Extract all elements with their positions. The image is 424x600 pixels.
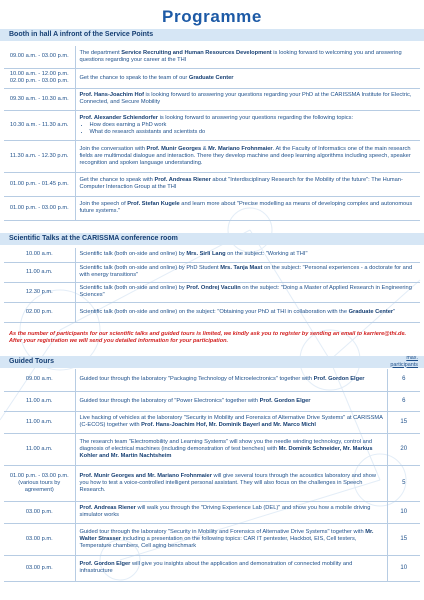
- tour-row: [4, 523, 420, 555]
- time-cell: 01.00 p.m. - 01.45 p.m.: [4, 172, 75, 196]
- time-cell: 10.30 a.m. - 11.30 a.m.: [4, 110, 75, 140]
- time-cell: 11.30 a.m. - 12.30 p.m.: [4, 140, 75, 172]
- description-text: &: [201, 145, 209, 152]
- talk-row: [4, 248, 420, 262]
- description-text: will walk you through the "Driving Experience Lab (DEL)" and show you how a mobile driving simulator works: [79, 505, 371, 518]
- booth-section-heading: Booth in hall A infront of the Service Points: [0, 29, 424, 41]
- highlighted-name: Service Recruiting and Human Resources Development: [121, 49, 272, 56]
- description-text: is looking forward to answering your questions regarding the following topics:: [158, 114, 354, 121]
- description-text: ": [393, 308, 396, 315]
- description-text: is looking forward to welcoming you and answering questions regarding your career at the THI: [79, 49, 402, 63]
- talk-row: [4, 302, 420, 322]
- description-text: The research team "Electromobility and Learning Systems" will show you the needle winding technology, control and diagnosis of electrical machines (including demonstration of test benches) with: [79, 438, 373, 452]
- highlighted-name: Prof. Gordon Elger: [313, 376, 365, 383]
- talk-row: [4, 262, 420, 282]
- description-text: Guided tour through the laboratory "Packaging Technology of Microelectronics" together with: [79, 376, 314, 383]
- highlighted-name: Mr. Mariano Frohnmaier: [208, 145, 273, 152]
- time-cell: 12.30 p.m.: [4, 282, 75, 302]
- booth-table: [4, 46, 420, 221]
- description-cell: [75, 523, 387, 555]
- topic-list: [90, 122, 418, 136]
- highlighted-name: Graduate Center: [348, 308, 394, 315]
- max-participants-cell: 10: [387, 555, 420, 581]
- tours-table: [4, 369, 420, 582]
- description-cell: [75, 140, 420, 172]
- tours-section-heading: Guided Tours: [0, 356, 424, 368]
- description-cell: [75, 369, 387, 391]
- time-cell: 03.00 p.m.: [4, 555, 75, 581]
- max-participants-header: max. participants: [390, 355, 418, 368]
- description-cell: [75, 262, 420, 282]
- description-cell: [75, 391, 387, 411]
- time-cell: 03.00 p.m.: [4, 501, 75, 523]
- max-participants-cell: 6: [387, 369, 420, 391]
- topic-list-item: • How does earning a PhD work: [90, 122, 418, 129]
- tour-row: [4, 391, 420, 411]
- description-text: on the subject: "Doing a Master of Applied Research in Engineering Sciences": [79, 285, 412, 298]
- tour-row: [4, 501, 420, 523]
- max-participants-cell: 15: [387, 411, 420, 433]
- highlighted-name: Prof. Ondrej Vaculin: [186, 285, 241, 291]
- max-participants-cell: 10: [387, 501, 420, 523]
- tour-row: [4, 369, 420, 391]
- description-text: will give several tours through the acoustics laboratory and show you how to test a voice-controlled intelligent personal assistant. They will also focus on the challenges in Speech Research.: [79, 472, 376, 493]
- description-text: and learn more about "Precise modelling as means of developing complex and autonomous future systems.": [79, 201, 413, 214]
- time-cell: 03.00 p.m.: [4, 523, 75, 555]
- description-cell: [75, 248, 420, 262]
- description-text: about "Interdisciplinary Research for the Mobility of the future": The Human-Computer Interaction Group at the THI: [79, 177, 403, 190]
- time-cell: 11.00 a.m.: [4, 262, 75, 282]
- highlighted-name: Prof. Hans-Joachim Hof: [79, 92, 144, 98]
- description-cell: [75, 433, 387, 465]
- time-cell: 02.00 p.m.: [4, 302, 75, 322]
- max-participants-cell: 5: [387, 465, 420, 501]
- max-participants-cell: 15: [387, 523, 420, 555]
- highlighted-name: Prof. Munir Georges: [146, 145, 202, 152]
- time-cell: 10.00 a.m. - 12.00 p.m. 02.00 p.m. - 03.00 p.m.: [4, 68, 75, 88]
- talks-section-heading: Scientific Talks at the CARISSMA conference room: [0, 233, 424, 245]
- highlighted-name: Mr. Walter Strasser: [79, 528, 374, 542]
- description-text: Scientific talk (both on-side and online) on the subject: "Obtaining your PhD at THI in collaboration with the: [79, 308, 349, 315]
- highlighted-name: Prof. Andreas Riener: [154, 177, 211, 183]
- time-cell: 10.00 a.m.: [4, 248, 75, 262]
- description-text: Join the conversation with: [79, 145, 147, 152]
- description-text: on the subject: "Personal experiences - a doctorate for and with energy transitions": [79, 265, 413, 278]
- description-cell: [75, 501, 387, 523]
- tour-row: [4, 465, 420, 501]
- description-cell: [75, 88, 420, 110]
- time-cell: 09.00 a.m. - 03.00 p.m.: [4, 46, 75, 68]
- highlighted-name: Mr. Dominik Schneider, Mr. Markus Kohler and Mr. Martin Nachtsheim: [79, 445, 373, 459]
- topic-list-item: • What do research assistants and scientists do: [90, 129, 418, 136]
- highlighted-name: Prof. Andreas Riener: [79, 505, 136, 511]
- description-cell: [75, 302, 420, 322]
- booth-row: [4, 140, 420, 172]
- time-cell: 01.00 p.m. - 03.00 p.m.: [4, 196, 75, 220]
- description-text: is looking forward to answering your questions regarding your PhD at the CARISSMA Institute for Electric, Connected, and Secure Mobility: [79, 92, 412, 105]
- description-text: Get the chance to speak to the team of our: [79, 74, 189, 81]
- highlighted-name: Prof. Hans-Joachim Hof, Mr. Dominik Bayerl and Mr. Marco Michl: [141, 422, 316, 428]
- description-cell: [75, 110, 420, 140]
- highlighted-name: Prof. Gordon Elger: [79, 561, 131, 567]
- talks-table: [4, 248, 420, 323]
- booth-row: [4, 172, 420, 196]
- description-cell: [75, 465, 387, 501]
- description-text: Get the chance to speak with: [79, 177, 155, 183]
- booth-row: [4, 110, 420, 140]
- description-text: Guided tour through the laboratory "Security in Mobility and Forensics of Alternative Drive Systems" together with: [79, 528, 366, 535]
- time-cell: 11.00 a.m.: [4, 411, 75, 433]
- tour-row: [4, 433, 420, 465]
- description-text: Scientific talk (both on-side and online) by PhD Student: [79, 265, 221, 271]
- highlighted-name: Prof. Munir Georges and Mr. Mariano Frohnmaier: [79, 472, 212, 479]
- time-cell: 11.00 a.m.: [4, 433, 75, 465]
- booth-row: [4, 196, 420, 220]
- description-text: The department: [79, 49, 122, 56]
- description-text: on the subject: "Working at THI": [225, 251, 308, 258]
- highlighted-name: Mrs. Tanja Mast: [220, 265, 263, 271]
- description-text: Scientific talk (both on-side and online) by: [79, 285, 187, 291]
- description-cell: [75, 172, 420, 196]
- max-participants-cell: 20: [387, 433, 420, 465]
- max-participants-cell: 6: [387, 391, 420, 411]
- tour-row: [4, 411, 420, 433]
- description-text: will give you insights about the application and demonstration of connected mobility and infrastructure: [79, 561, 353, 574]
- description-cell: [75, 282, 420, 302]
- highlighted-name: Graduate Center: [188, 74, 234, 81]
- description-cell: [75, 68, 420, 88]
- highlighted-name: Prof. Stefan Kugele: [127, 201, 180, 207]
- page-title: Programme: [162, 7, 262, 26]
- description-text: Join the speech of: [79, 201, 128, 207]
- description-cell: [75, 555, 387, 581]
- booth-row: [4, 88, 420, 110]
- time-cell: 09.30 a.m. - 10.30 a.m.: [4, 88, 75, 110]
- highlighted-name: Prof. Gordon Elger: [259, 397, 311, 404]
- time-cell: 01.00 p.m. - 03.00 p.m. (various tours by agreement): [4, 465, 75, 501]
- description-text: Guided tour through the laboratory of "Power Electronics" together with: [79, 397, 260, 404]
- description-cell: [75, 196, 420, 220]
- description-text: Live hacking of vehicles at the laboratory "Security in Mobility and Forensics of Alternative Drive Systems" at CARISSMA (C-ECOS) together with: [79, 415, 383, 428]
- description-cell: [75, 411, 387, 433]
- tour-row: [4, 555, 420, 581]
- highlighted-name: Prof. Alexander Schiendorfer: [79, 114, 158, 121]
- booth-row: [4, 46, 420, 68]
- registration-notice: As the number of participants for our scientific talks and guided tours is limited, we kindly ask you to register by sending an email to karriere@thi.de. After your registration we will send you detailed information for your participation.: [9, 331, 407, 344]
- talk-row: [4, 282, 420, 302]
- description-text: Scientific talk (both on-side and online) by: [79, 251, 187, 258]
- description-cell: [75, 46, 420, 68]
- description-text: including a presentation on the following topics: CAR IT pentester, Hackbot, EIS, Cell testers, Temperature chambers, Cell aging benchmark: [79, 535, 357, 549]
- booth-row: [4, 68, 420, 88]
- time-cell: 09.00 a.m.: [4, 369, 75, 391]
- highlighted-name: Mrs. Sirli Lang: [186, 251, 226, 258]
- time-cell: 11.00 a.m.: [4, 391, 75, 411]
- description-text: . At the Faculty of Informatics one of the main research fields are multimodal dialogue and interaction. There they develop machine and deep learning algorithms including speech, speaker recognition and spoken language understanding.: [79, 145, 411, 166]
